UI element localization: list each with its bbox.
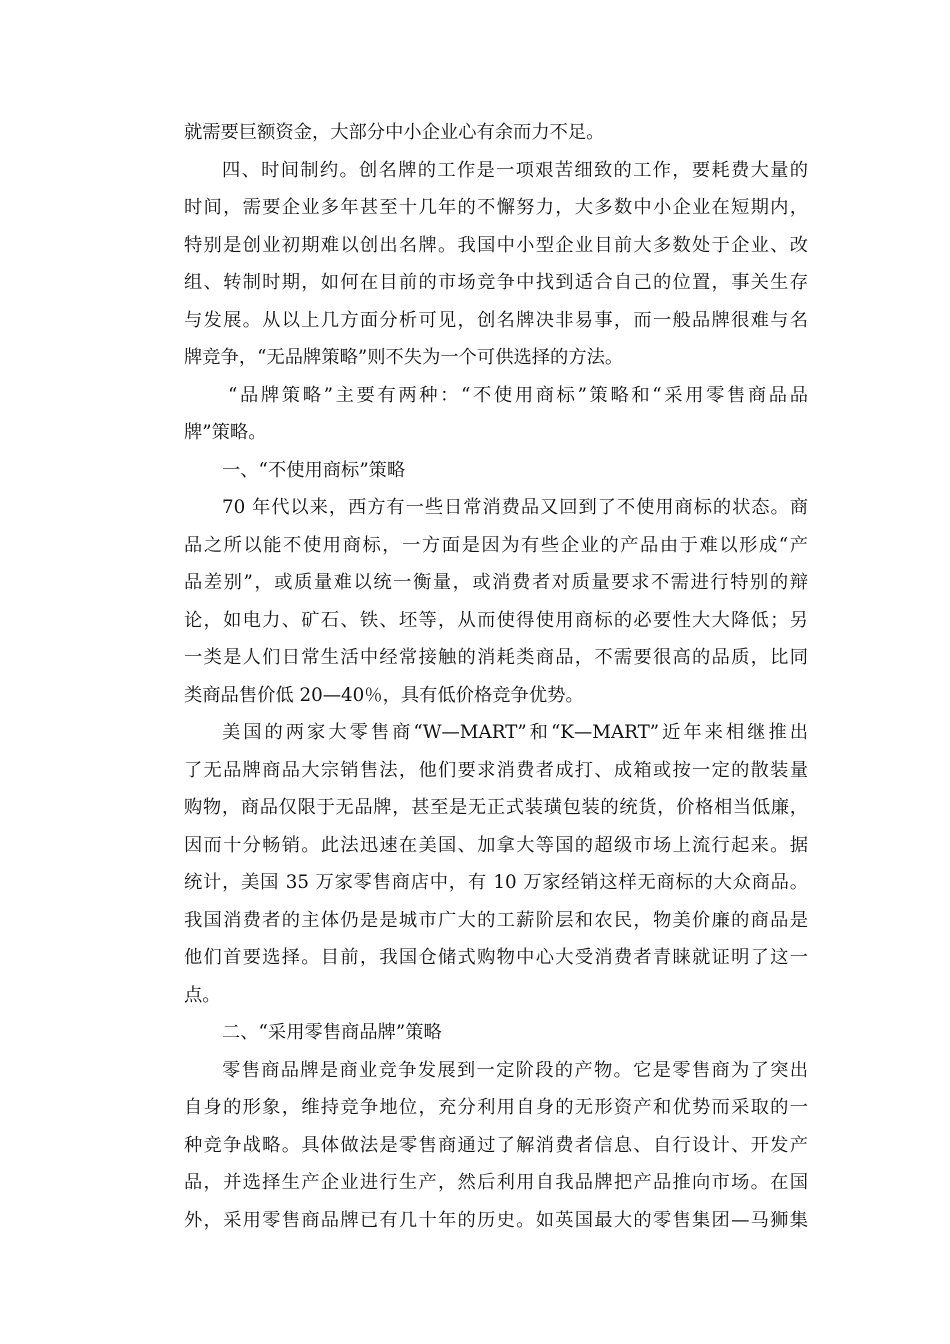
- text-line: 类商品售价低 20—40％，具有低价格竞争优势。: [184, 684, 584, 706]
- text-line: “品牌策略”主要有两种：“不使用商标”策略和“采用零售商品品: [228, 384, 808, 406]
- text-line: 一类是人们日常生活中经常接触的消耗类商品，不需要很高的品质，比同: [184, 647, 808, 668]
- text-line: 外，采用零售商品牌已有几十年的历史。如英国最大的零售集团—马狮集: [184, 1209, 808, 1231]
- text-line: 品，并选择生产企业进行生产，然后利用自我品牌把产品推向市场。在国: [184, 1172, 808, 1193]
- text-line: 购物，商品仅限于无品牌，甚至是无正式装璜包装的统货，价格相当低廉，: [184, 797, 808, 818]
- text-line: 因而十分畅销。此法迅速在美国、加拿大等国的超级市场上流行起来。据: [184, 834, 808, 856]
- text-line: 组、转制时期，如何在目前的市场竞争中找到适合自己的位置，事关生存: [184, 272, 808, 293]
- text-line: 70 年代以来，西方有一些日常消费品又回到了不使用商标的状态。商: [222, 497, 808, 518]
- text-line: 四、时间制约。创名牌的工作是一项艰苦细致的工作，要耗费大量的: [222, 159, 808, 181]
- text-line: 二、“采用零售商品牌”策略: [222, 1022, 442, 1043]
- text-line: 特别是创业初期难以创出名牌。我国中小型企业目前大多数处于企业、改: [184, 234, 808, 256]
- text-line: 美国的两家大零售商“W—MART”和“K—MART”近年来相继推出: [222, 722, 808, 743]
- body-text: [184, 114, 808, 1239]
- text-line: 我国消费者的主体仍是是城市广大的工薪阶层和农民，物美价廉的商品是: [184, 909, 808, 931]
- text-line: 一、“不使用商标”策略: [222, 459, 406, 481]
- text-line: 牌竞争，“无品牌策略”则不失为一个可供选择的方法。: [184, 347, 624, 368]
- text-line: 品之所以能不使用商标，一方面是因为有些企业的产品由于难以形成“产: [184, 534, 808, 556]
- text-line: 了无品牌商品大宗销售法，他们要求消费者成打、成箱或按一定的散装量: [184, 759, 808, 781]
- text-line: 统计，美国 35 万家零售商店中，有 10 万家经销这样无商标的大众商品。: [184, 872, 808, 893]
- text-line: 时间，需要企业多年甚至十几年的不懈努力，大多数中小企业在短期内，: [184, 197, 808, 218]
- text-line: 品差别”，或质量难以统一衡量，或消费者对质量要求不需进行特别的辩: [184, 572, 808, 593]
- text-line: 自身的形象，维持竞争地位，充分利用自身的无形资产和优势而采取的一: [184, 1097, 808, 1118]
- text-line: 种竞争战略。具体做法是零售商通过了解消费者信息、自行设计、开发产: [184, 1134, 808, 1156]
- text-line: 零售商品牌是商业竞争发展到一定阶段的产物。它是零售商为了突出: [222, 1059, 808, 1081]
- text-line: 就需要巨额资金，大部分中小企业心有余而力不足。: [184, 122, 605, 143]
- text-line: 与发展。从以上几方面分析可见，创名牌决非易事，而一般品牌很难与名: [184, 309, 808, 331]
- text-line: 论，如电力、矿石、铁、坯等，从而使得使用商标的必要性大大降低；另: [184, 609, 808, 631]
- text-line: 牌”策略。: [184, 422, 267, 443]
- text-line: 点。: [184, 984, 221, 1006]
- text-line: 他们首要选择。目前，我国仓储式购物中心大受消费者青睐就证明了这一: [184, 947, 808, 968]
